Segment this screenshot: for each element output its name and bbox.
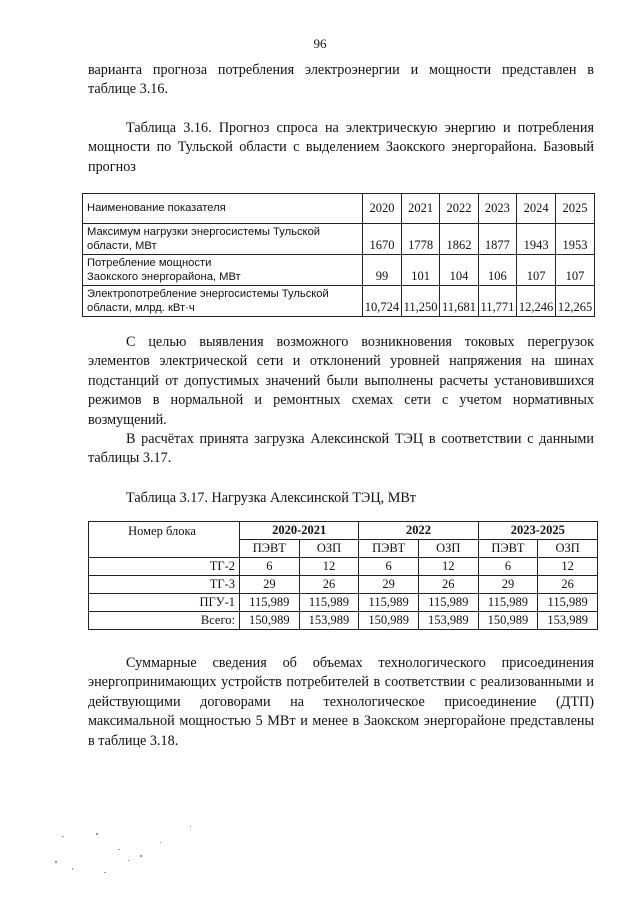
- table-cell: 29: [478, 576, 538, 594]
- table-cell: 150,989: [478, 612, 538, 630]
- table-cell: 12,265: [556, 286, 595, 317]
- table-cell: 101: [401, 255, 439, 286]
- table-cell: 11,771: [478, 286, 516, 317]
- header-mode: ОЗП: [299, 540, 359, 558]
- table-cell: 115,989: [240, 594, 300, 612]
- row-label: Максимум нагрузки энергосистемы Тульской области, МВт: [83, 224, 363, 255]
- header-mode: ПЭВТ: [240, 540, 300, 558]
- header-year: 2022: [440, 194, 478, 224]
- table-cell: 115,989: [299, 594, 359, 612]
- calculation-paragraph: С целью выявления возможного возникновения токовых перегрузок элементов электрической сети и отклонений уровней напряжения на шинах подстанций от допустимых значений были выполнены расчеты установившихся режимов в нормальной и ремонтных схемах сети с учетом нормативных возмущений.: [88, 334, 594, 428]
- table-row: [89, 594, 598, 612]
- table-cell: 153,989: [418, 612, 478, 630]
- table-316-caption: Таблица 3.16. Прогноз спроса на электрическую энергию и потребления мощности по Тульской области с выделением Заокского энергорайона. Базовый прогноз: [88, 120, 594, 175]
- table-cell: 1862: [440, 224, 478, 255]
- header-mode: ОЗП: [538, 540, 598, 558]
- table-cell: 11,681: [440, 286, 478, 317]
- table-cell: 26: [538, 576, 598, 594]
- header-period: 2020-2021: [240, 522, 359, 540]
- table-cell: 29: [359, 576, 419, 594]
- table-cell: 104: [440, 255, 478, 286]
- header-mode: ПЭВТ: [359, 540, 419, 558]
- table-cell: 115,989: [478, 594, 538, 612]
- header-period: 2023-2025: [478, 522, 597, 540]
- table-317-caption: Таблица 3.17. Нагрузка Алексинской ТЭЦ, МВт: [126, 490, 416, 506]
- header-indicator-name: Наименование показателя: [83, 194, 363, 224]
- row-label: ТГ-2: [89, 558, 240, 576]
- table-row: [89, 558, 598, 576]
- table-cell: 6: [478, 558, 538, 576]
- header-block-number: Номер блока: [89, 522, 240, 558]
- table-row: [89, 576, 598, 594]
- table-total-row: [89, 612, 598, 630]
- table-header-row: [89, 522, 598, 540]
- table-cell: 115,989: [538, 594, 598, 612]
- table-cell: 26: [299, 576, 359, 594]
- table-row: [83, 255, 595, 286]
- table-cell: 1953: [556, 224, 595, 255]
- header-mode: ПЭВТ: [478, 540, 538, 558]
- table-cell: 1670: [363, 224, 402, 255]
- header-year: 2021: [401, 194, 439, 224]
- table-cell: 6: [359, 558, 419, 576]
- header-year: 2025: [556, 194, 595, 224]
- table-cell: 115,989: [418, 594, 478, 612]
- chp-load-table: [88, 521, 598, 630]
- table-header-row: [83, 194, 595, 224]
- row-label: ТГ-3: [89, 576, 240, 594]
- table-cell: 10,724: [363, 286, 402, 317]
- header-mode: ОЗП: [418, 540, 478, 558]
- table-cell: 29: [240, 576, 300, 594]
- table-cell: 12: [418, 558, 478, 576]
- table-cell: 107: [517, 255, 556, 286]
- table-cell: 115,989: [359, 594, 419, 612]
- table-cell: 12: [538, 558, 598, 576]
- table-row: [83, 224, 595, 255]
- row-label: ПГУ-1: [89, 594, 240, 612]
- table-cell: 12,246: [517, 286, 556, 317]
- intro-paragraph: варианта прогноза потребления электроэнергии и мощности представлен в таблице 3.16.: [88, 62, 594, 98]
- table-cell: 99: [363, 255, 402, 286]
- table-cell: 26: [418, 576, 478, 594]
- table-cell: 6: [240, 558, 300, 576]
- table-cell: 150,989: [359, 612, 419, 630]
- demand-forecast-table: [82, 193, 595, 317]
- row-label: Всего:: [89, 612, 240, 630]
- table-cell: 153,989: [538, 612, 598, 630]
- row-label: Потребление мощности Заокского энергорайона, МВт: [83, 255, 363, 286]
- load-paragraph: В расчётах принята загрузка Алексинской ТЭЦ в соответствии с данными таблицы 3.17.: [88, 431, 594, 467]
- table-cell: 150,989: [240, 612, 300, 630]
- table-cell: 106: [478, 255, 516, 286]
- table-cell: 107: [556, 255, 595, 286]
- header-year: 2023: [478, 194, 516, 224]
- summary-paragraph: Суммарные сведения об объемах технологического присоединения энергопринимающих устройств потребителей в соответствии с реализованными и действующими договорами на технологическое присоединение (ДТП) максимальной мощностью 5 МВт и менее в Заокском энергорайоне представлены в таблице 3.18.: [88, 655, 594, 749]
- header-period: 2022: [359, 522, 478, 540]
- header-year: 2024: [517, 194, 556, 224]
- header-year: 2020: [363, 194, 402, 224]
- table-cell: 1778: [401, 224, 439, 255]
- table-cell: 11,250: [401, 286, 439, 317]
- table-cell: 1943: [517, 224, 556, 255]
- row-label: Электропотребление энергосистемы Тульской области, млрд. кВт·ч: [83, 286, 363, 317]
- page-number: 96: [313, 36, 327, 51]
- table-cell: 1877: [478, 224, 516, 255]
- table-row: [83, 286, 595, 317]
- table-cell: 153,989: [299, 612, 359, 630]
- table-cell: 12: [299, 558, 359, 576]
